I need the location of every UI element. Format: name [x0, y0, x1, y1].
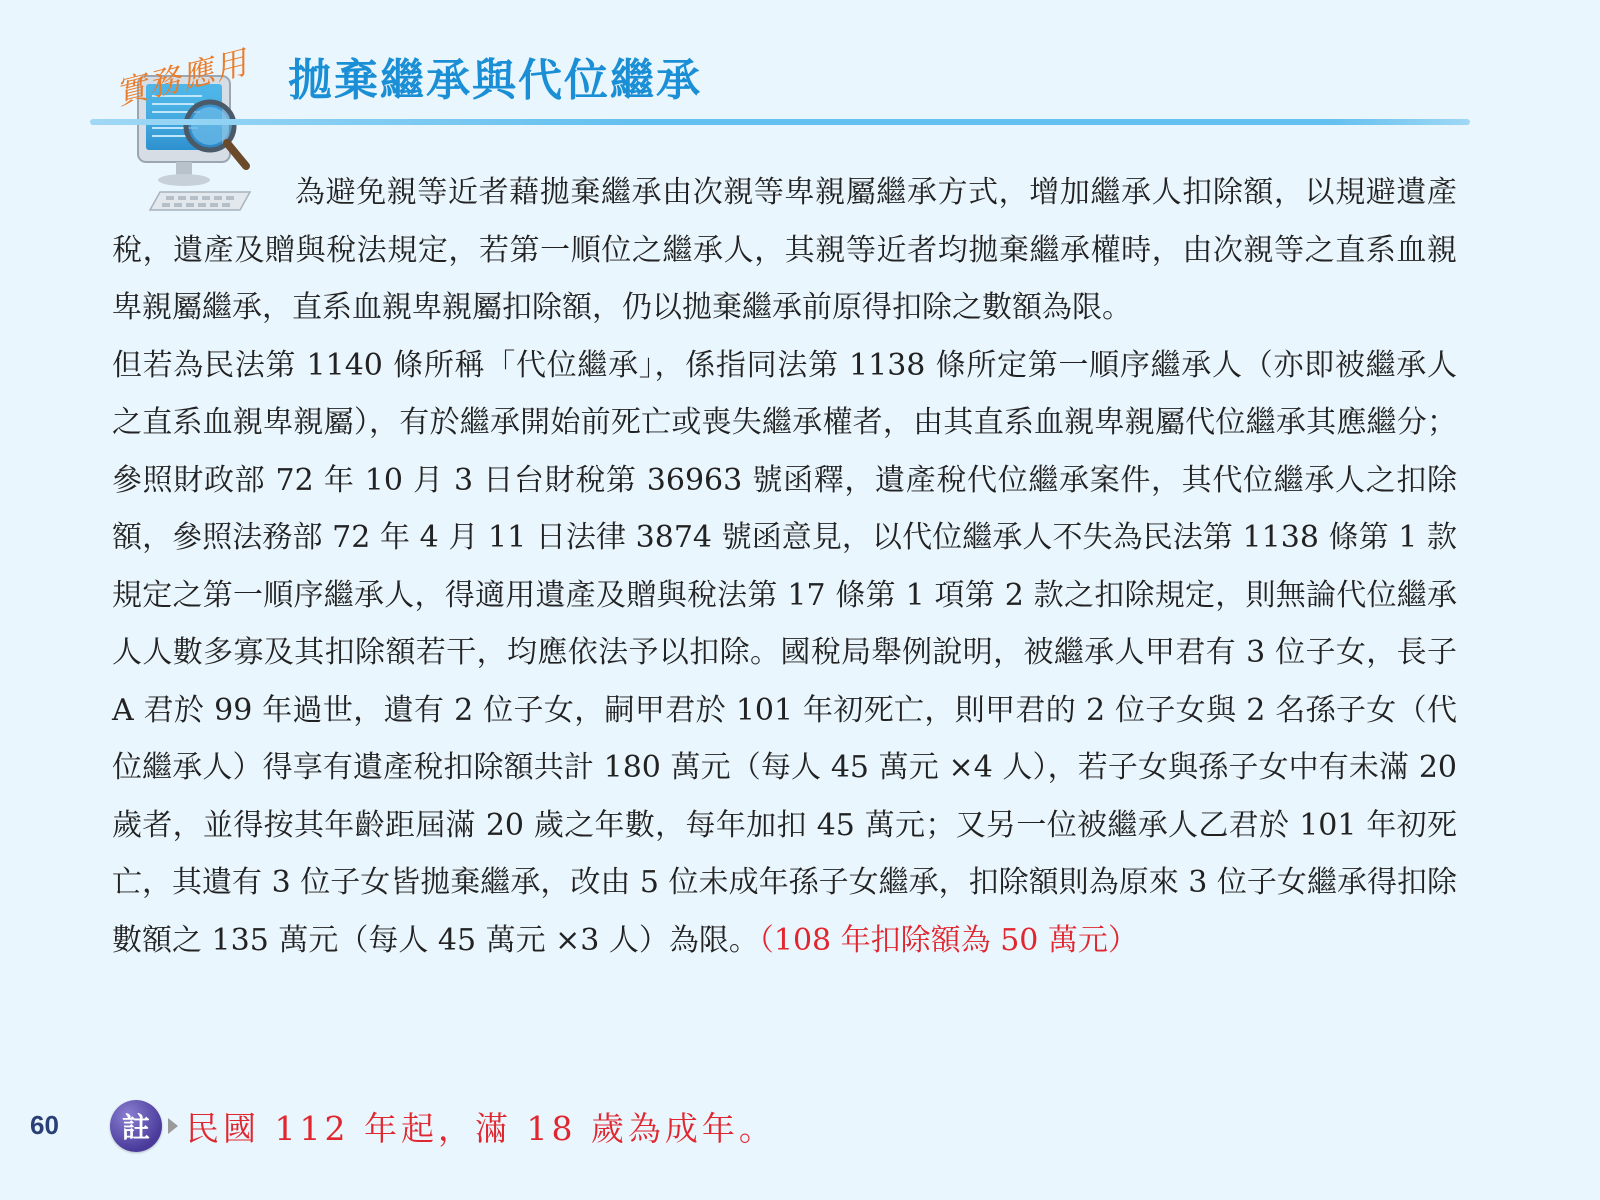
footnote — [110, 1098, 776, 1154]
page-title: 拋棄繼承與代位繼承 — [288, 55, 702, 106]
paragraph — [112, 337, 1457, 970]
article-body — [112, 164, 1457, 969]
section-badge-label: 實務應用 — [111, 42, 253, 113]
highlighted-note: （108 年扣除額為 50 萬元） — [758, 922, 1138, 958]
paragraph: 為避免親等近者藉拋棄繼承由次親等卑親屬繼承方式，增加繼承人扣除額，以規避遺產稅，遺產及贈與稅法規定，若第一順位之繼承人，其親等近者均拋棄繼承權時，由次親等之直系血親卑親屬繼承，直系血親卑親屬扣除額，仍以拋棄繼承前原得扣除之數額為限。 — [112, 175, 1457, 325]
title-divider — [90, 119, 1470, 125]
note-badge: 註 — [110, 1100, 162, 1152]
paragraph-text: 但若為民法第 1140 條所稱「代位繼承」，係指同法第 1138 條所定第一順序繼承人（亦即被繼承人之直系血親卑親屬），有於繼承開始前死亡或喪失繼承權者，由其直系血親卑親屬代位繼承其應繼分；參照財政部 72 年 10 月 3 日台財稅第 36963 號函釋，遺產稅代位繼承案件，其代位繼承人之扣除額，參照法務部 72 年 4 月 11 日法律 3874 號函意見，以代位繼承人不失為民法第 1138 條第 1 款規定之第一順序繼承人，得適用遺產及贈與稅法第 17 條第 1 項第 2 款之扣除規定，則無論代位繼承人人數多寡及其扣除額若干，均應依法予以扣除。國稅局舉例說明，被繼承人甲君有 3 位子女，長子 A 君於 99 年過世，遺有 2 位子女，嗣甲君於 101 年初死亡，則甲君的 2 位子女與 2 名孫子女（代位繼承人）得享有遺產稅扣除額共計 180 萬元（每人 45 萬元 ×4 人），若子女與孫子女中有未滿 20 歲者，並得按其年齡距屆滿 20 歲之年數，每年加扣 45 萬元；又另一位被繼承人乙君於 101 年初死亡，其遺有 3 位子女皆拋棄繼承，改由 5 位未成年孫子女繼承，扣除額則為原來 3 位子女繼承得扣除數額之 135 萬元（每人 45 萬元 ×3 人）為限。 — [112, 347, 1457, 958]
arrow-right-icon — [168, 1118, 178, 1134]
note-text: 民國 112 年起，滿 18 歲為成年。 — [186, 1108, 776, 1148]
page-number: 60 — [30, 1110, 59, 1140]
